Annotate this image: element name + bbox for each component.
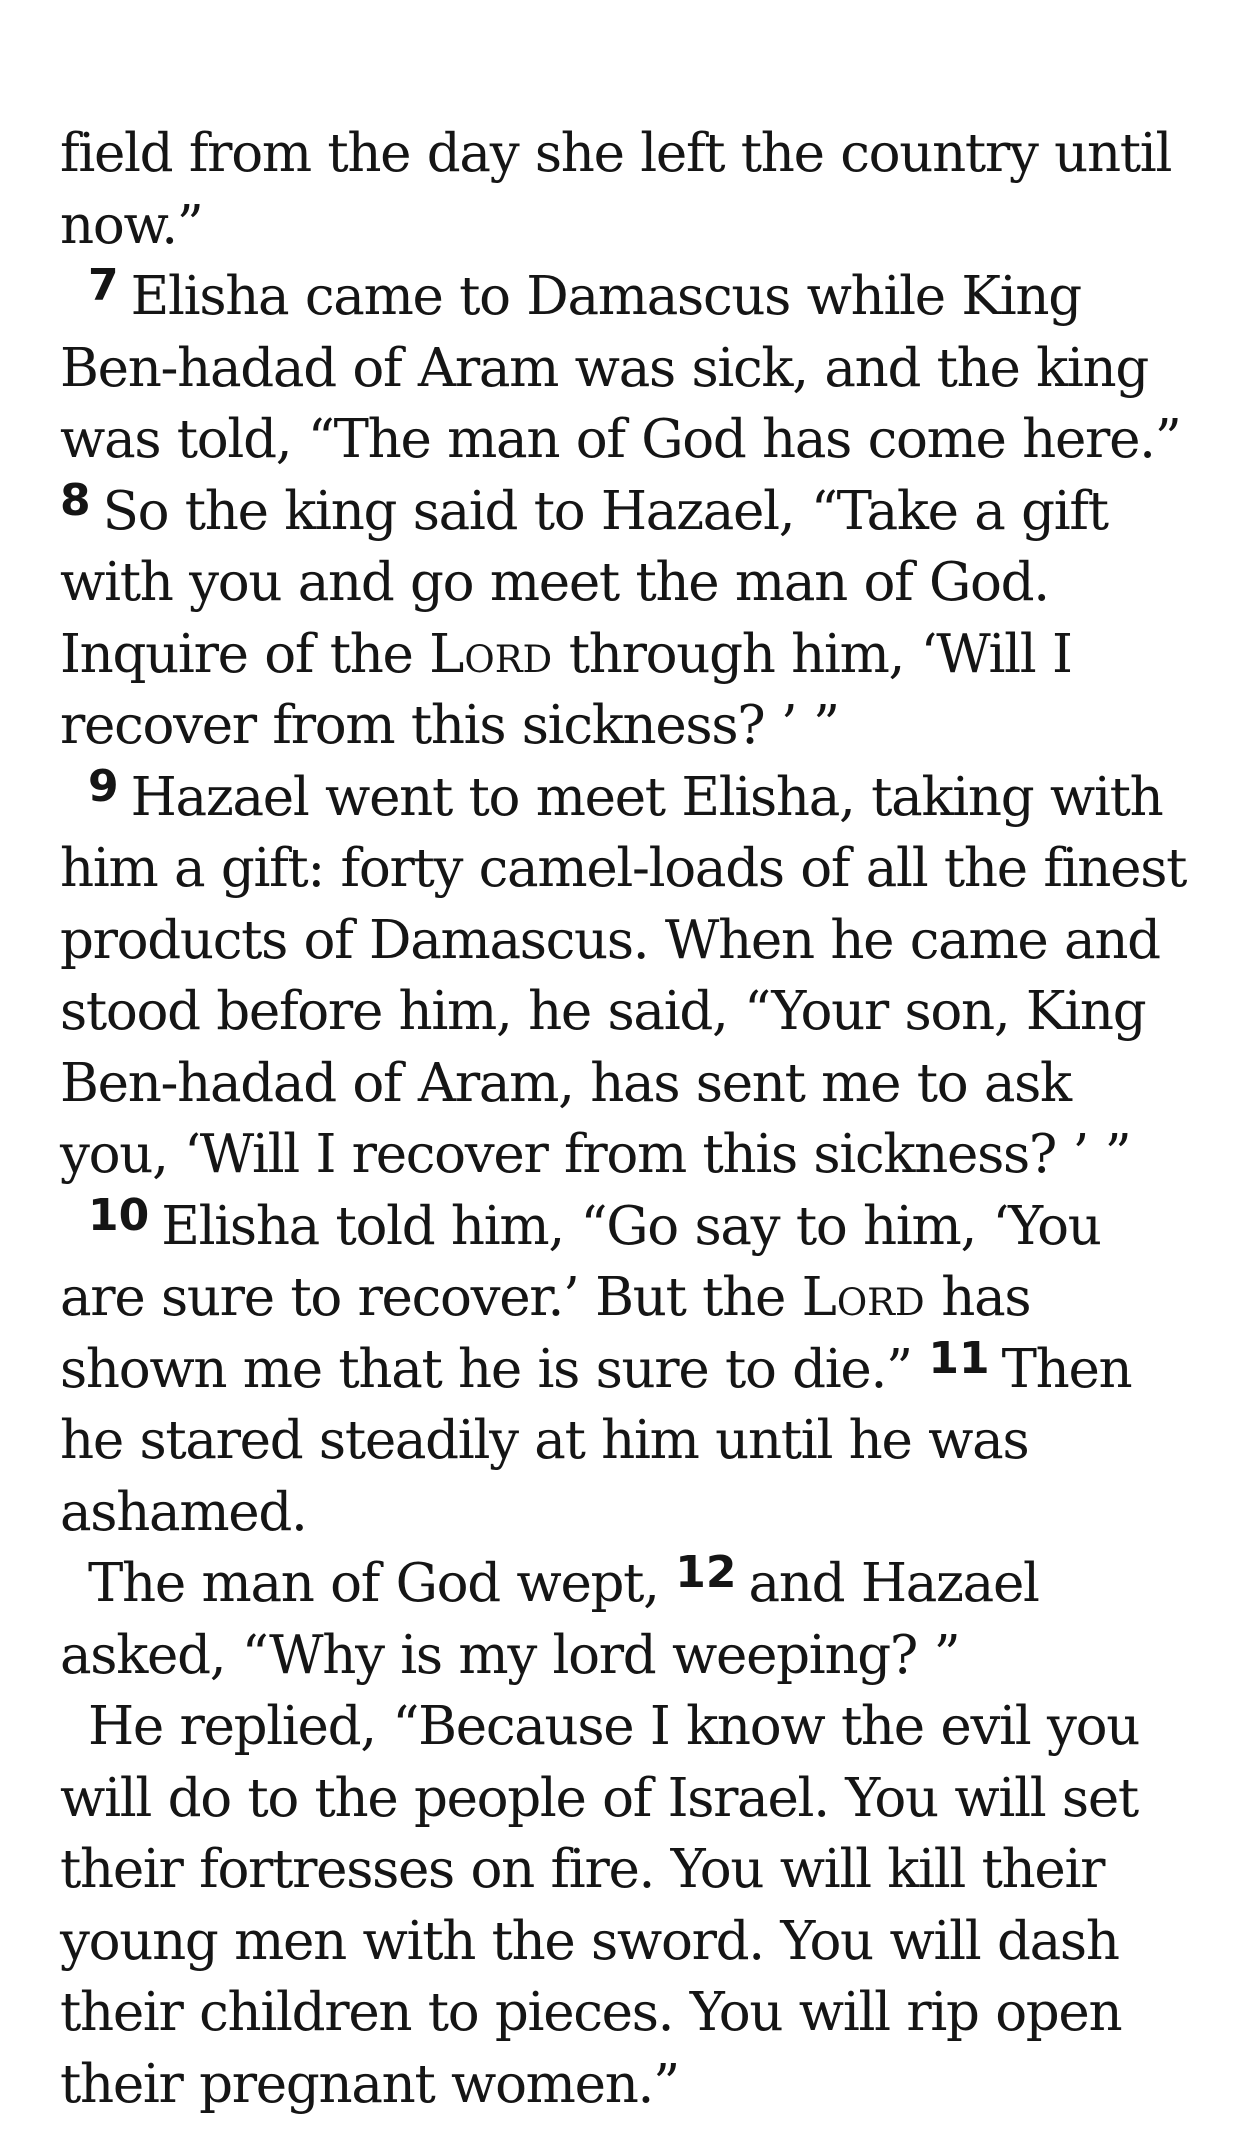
paragraph-continuation <box>60 118 1190 261</box>
verse-number-8[interactable]: 8 <box>60 474 91 526</box>
paragraph-verse-9 <box>60 762 1190 1191</box>
paragraph-verse-7 <box>60 261 1190 762</box>
verse-text: The man of God wept, <box>88 1553 659 1614</box>
divine-name: Lord <box>429 623 553 685</box>
divine-name: Lord <box>801 1267 925 1328</box>
verse-text: field from the day she left the country until now.” <box>60 123 1172 256</box>
verse-number-9[interactable]: 9 <box>88 760 119 812</box>
scripture-reader[interactable] <box>60 118 1190 2120</box>
paragraph-verse-10 <box>60 1191 1190 1549</box>
verse-text: and Hazael asked, “Why is my lord weeping? ” <box>60 1553 1039 1686</box>
verse-number-7[interactable]: 7 <box>88 260 119 311</box>
verse-number-10[interactable]: 10 <box>88 1189 150 1241</box>
paragraph-reply <box>60 1691 1190 2120</box>
verse-text: Hazael went to meet Elisha, taking with him a gift: forty camel-loads of all the finest products of Damascus. When he came and stood before him, he said, “Your son, King Ben-hadad of Aram, has sent me to ask you, ‘Will I recover from this sickness? ’ ” <box>60 766 1187 1185</box>
verse-text: Then he stared steadily at him until he was ashamed. <box>60 1338 1132 1543</box>
paragraph-verse-12 <box>60 1548 1190 1691</box>
verse-text: through him, ‘Will I recover from this sickness? ’ ” <box>60 623 1072 756</box>
verse-number-12[interactable]: 12 <box>675 1547 737 1598</box>
verse-text: has shown me that he is sure to die.” <box>60 1267 1031 1400</box>
verse-text: Elisha told him, “Go say to him, ‘You are sure to recover.’ But the <box>60 1195 1101 1328</box>
verse-number-11[interactable]: 11 <box>928 1332 990 1384</box>
verse-text: He replied, “Because I know the evil you will do to the people of Israel. You will set their fortresses on fire. You will kill their young men with the sword. You will dash their children to pieces. You will rip open their pregnant women.” <box>60 1696 1140 2115</box>
verse-text: So the king said to Hazael, “Take a gift with you and go meet the man of God. Inquire of the <box>60 480 1108 685</box>
verse-text: Elisha came to Damascus while King Ben-hadad of Aram was sick, and the king was told, “The man of God has come here.” <box>60 266 1181 470</box>
